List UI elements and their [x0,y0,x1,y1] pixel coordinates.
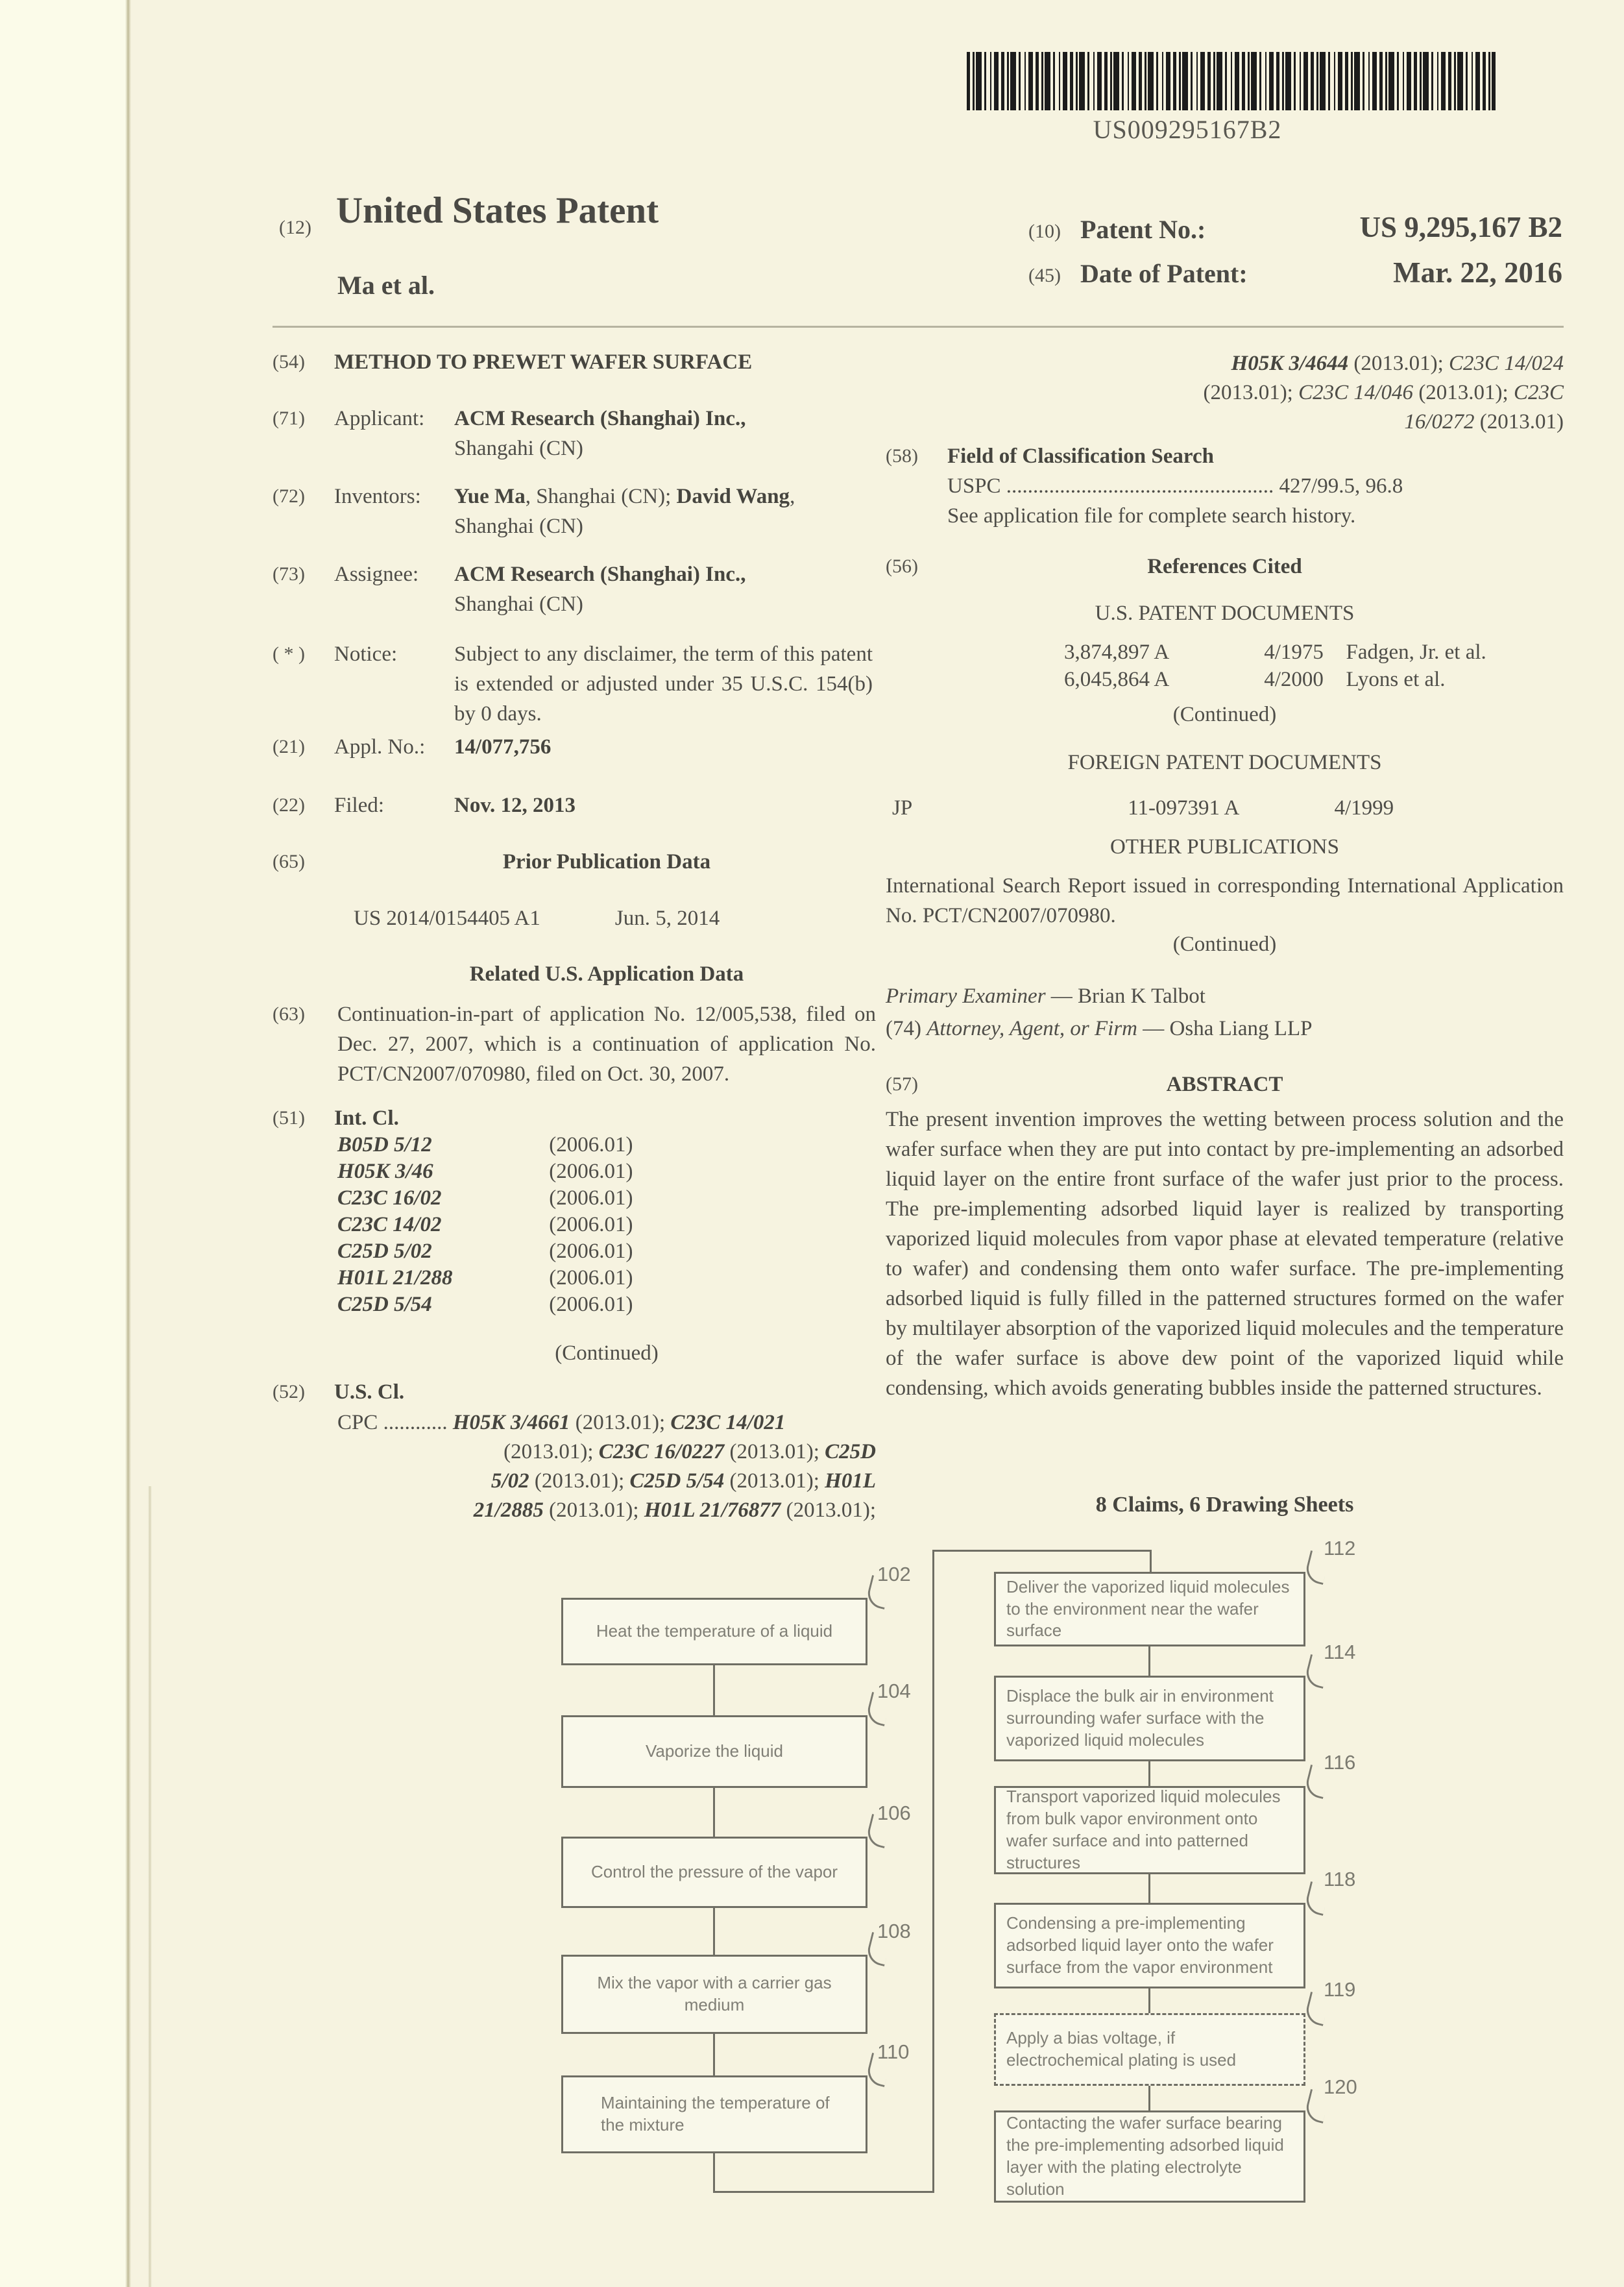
invention-title: METHOD TO PREWET WAFER SURFACE [334,350,753,374]
other-pubs-continued [886,929,1564,959]
foreign-patent-date: 4/1999 [1334,796,1394,820]
flow-ref-number: 102 [877,1563,911,1585]
document-title: United States Patent [336,190,659,231]
references-tag: (56) [886,556,918,577]
notice-section [273,639,873,729]
field-of-search-section [886,441,1564,471]
cpc-line: H05K 3/4644 (2013.01); C23C 14/024 [1231,352,1564,375]
filed-tag: (22) [273,794,305,816]
flow-box-label: Control the pressure of the vapor [590,1862,838,1882]
int-cl-version: (2006.01) [549,1240,633,1263]
patent-holder: Lyons et al. [1346,668,1446,691]
inventors-line2: Shanghai (CN) [454,515,583,538]
continued-label: (Continued) [1172,703,1277,726]
cpc-line: 16/0272 (2013.01) [1404,410,1564,434]
assignee-label: Assignee: [334,563,419,586]
cpc-continued-block [886,349,1564,437]
assignee-city: Shanghai (CN) [454,593,583,616]
page-left-margin [0,0,127,2287]
flow-box-116 [994,1786,1305,1874]
flow-connector [1148,1874,1150,1903]
continued-label: (Continued) [1172,933,1277,956]
us-cl-label: U.S. Cl. [334,1380,405,1404]
abstract-text-block [886,1105,1564,1403]
us-patent-docs-header [886,598,1564,628]
int-cl-code: C23C 16/02 [337,1186,442,1210]
int-cl-row [337,1291,873,1318]
flow-box-106 [561,1837,867,1908]
flow-box-119 [994,2013,1305,2086]
flow-ref-number: 120 [1324,2075,1357,2098]
abstract-text: The present invention improves the wetting between process solution and the wafer surface when they are put into contact by pre-implementing an adsorbed liquid layer on the entire front surface of the wafer just prior to the process. The pre-implementing adsorbed liquid layer is realized by transporting vaporized liquid molecules from vapor phase at elevated temperature (relative to wafer) and condensing them onto wafer surface. The pre-implementing adsorbed liquid is fully filled in the patterned structures formed on the wafer by multilayer absorption of the vaporized liquid molecules and the temperature of the wafer surface is above dew point of the vaporized liquid while condensing, which avoids generating bubbles inside the patterned structures. [886,1108,1564,1400]
us-patent-docs-title: U.S. PATENT DOCUMENTS [1095,602,1355,625]
flow-box-110 [561,2075,867,2153]
abstract-tag: (57) [886,1073,918,1095]
int-cl-version: (2006.01) [549,1213,633,1236]
flow-box-120 [994,2110,1305,2203]
assignee-section [273,559,873,619]
flow-ref-number: 119 [1324,1978,1356,2001]
cpc-line: CPC ............ H05K 3/4661 (2013.01); C23C 14/021 [337,1411,786,1434]
int-cl-version: (2006.01) [549,1293,633,1316]
barcode [967,52,1496,110]
flow-connector [713,2153,715,2192]
int-cl-code: C23C 14/02 [337,1213,442,1236]
page-edge-line [125,0,131,2287]
header-rule [273,326,1564,328]
foreign-docs-title: FOREIGN PATENT DOCUMENTS [1067,751,1382,774]
flow-box-label: Mix the vapor with a carrier gas medium [597,1973,832,2014]
foreign-patent-number: 11-097391 A [1128,796,1240,820]
flow-box-108 [561,1955,867,2034]
int-cl-code: C25D 5/02 [337,1240,432,1263]
patent-number: 3,874,897 A [1064,641,1170,664]
continuation-text: Continuation-in-part of application No. 12/005,538, filed on Dec. 27, 2007, which is a continuation of application No. PCT/CN2007/070980, filed on Oct. 30, 2007. [337,1003,876,1086]
flow-connector [1148,2086,1150,2110]
related-data-title: Related U.S. Application Data [469,962,744,986]
flow-box-label: Heat the temperature of a liquid [596,1621,833,1641]
flow-connector [713,1665,715,1715]
references-cited-section [886,552,1564,581]
prior-pub-tag: (65) [273,851,305,872]
prior-pub-row [354,903,873,933]
inventors-label: Inventors: [334,485,421,508]
publication-number: US 2014/0154405 A1 [354,907,540,930]
attorney-line: (74) Attorney, Agent, or Firm — Osha Liang LLP [886,1017,1313,1040]
claims-line-block [886,1490,1564,1520]
title-section [273,347,873,377]
field-of-search-tag: (58) [886,445,918,467]
flow-ref-number: 118 [1324,1868,1356,1890]
kind-code-tag: (12) [279,217,311,238]
flow-box-112 [994,1572,1305,1646]
int-cl-version: (2006.01) [549,1133,633,1156]
int-cl-label: Int. Cl. [334,1107,399,1130]
claims-line: 8 Claims, 6 Drawing Sheets [1095,1493,1354,1517]
notice-text: Subject to any disclaimer, the term of this patent is extended or adjusted under 35 U.S.C. 154(b) by 0 days. [454,642,873,726]
int-cl-row [337,1212,873,1238]
cpc-line: (2013.01); C23C 14/046 (2013.01); C23C [1203,381,1564,404]
prior-pub-title: Prior Publication Data [502,850,711,874]
abstract-section [886,1070,1564,1099]
filed-label: Filed: [334,794,385,817]
patent-holder: Fadgen, Jr. et al. [1346,641,1486,664]
patent-number: 6,045,864 A [1064,668,1170,691]
int-cl-version: (2006.01) [549,1266,633,1290]
flow-ref-number: 116 [1324,1751,1356,1774]
continuation-tag: (63) [273,1003,305,1025]
flow-ref-number: 110 [877,2040,910,2063]
flow-box-114 [994,1676,1305,1761]
foreign-doc-row [892,793,1564,823]
filed-value: Nov. 12, 2013 [454,794,576,817]
patent-date: 4/1975 [1264,641,1324,664]
related-data-header [273,959,873,989]
flow-ref-number: 106 [877,1802,911,1824]
applicant-label: Applicant: [334,407,425,430]
publication-date: Jun. 5, 2014 [614,907,720,930]
title-tag: (54) [273,351,305,373]
int-cl-row [337,1265,873,1291]
left-column [273,344,876,1577]
notice-label: Notice: [334,642,398,666]
flow-box-label: Maintaining the temperature of the mixture [601,2093,830,2134]
flow-connector [1148,1646,1150,1676]
patent-no-label: Patent No.: [1080,215,1206,244]
us-cl-tag: (52) [273,1381,305,1402]
patent-no-tag: (10) [1028,221,1061,242]
flow-box-102 [561,1598,867,1665]
flow-box-118 [994,1903,1305,1988]
other-publications-text-block [886,871,1564,931]
flow-connector [713,1908,715,1955]
int-cl-row [337,1158,873,1185]
applicant-section [273,404,873,463]
flow-connector [932,1550,1152,1552]
continued-label: (Continued) [555,1341,659,1365]
date-value: Mar. 22, 2016 [1393,256,1562,289]
primary-examiner-line: Primary Examiner — Brian K Talbot [886,985,1206,1008]
references-title: References Cited [1147,555,1302,578]
flow-ref-number: 112 [1324,1537,1356,1559]
flow-box-104 [561,1715,867,1788]
flow-box-label: Apply a bias voltage, if electrochemical plating is used [1006,2028,1237,2070]
cpc-line: (2013.01); C23C 16/0227 (2013.01); C25D [503,1440,876,1463]
us-patent-doc-row [1064,665,1564,694]
inventors-tag: (72) [273,485,305,507]
search-history-note-block [886,501,1564,531]
country-code: JP [892,796,913,820]
flow-ref-number: 108 [877,1920,911,1942]
barcode-number: US009295167B2 [1093,115,1282,144]
flow-connector [932,1550,934,2193]
right-column [886,344,1564,1538]
applicant-name: ACM Research (Shanghai) Inc., [454,407,746,430]
cpc-line: 21/2885 (2013.01); H01L 21/76877 (2013.01); [473,1498,876,1522]
int-cl-code: H05K 3/46 [337,1160,433,1183]
applicant-tag: (71) [273,408,305,429]
abstract-title: ABSTRACT [1166,1073,1283,1096]
us-patent-doc-row [1064,637,1564,667]
other-publications-text: International Search Report issued in corresponding International Application No. PCT/CN2007/070980. [886,874,1564,927]
flow-ref-number: 114 [1324,1641,1356,1663]
flow-box-label: Displace the bulk air in environment surrounding wafer surface with the vaporized liquid molecules [1006,1686,1274,1750]
appl-no-section [273,732,873,762]
prior-pub-section [273,847,873,877]
uspc-line: USPC .................................................. 427/99.5, 96.8 [947,474,1403,498]
page-edge-line-lower [148,1486,152,2287]
other-publications-header [886,832,1564,862]
flow-connector [1148,1988,1150,2013]
date-tag: (45) [1028,265,1061,286]
flow-connector [713,2034,715,2075]
int-cl-code: C25D 5/54 [337,1293,432,1316]
notice-tag: ( * ) [273,643,305,665]
appl-no-value: 14/077,756 [454,735,551,759]
uspc-line-block [886,471,1564,501]
search-history-note: See application file for complete search history. [947,504,1356,528]
int-cl-row [337,1238,873,1265]
int-cl-version: (2006.01) [549,1160,633,1183]
other-publications-title: OTHER PUBLICATIONS [1110,835,1339,859]
int-cl-row [337,1132,873,1158]
us-cl-section [273,1377,873,1407]
flow-connector [713,2191,934,2193]
int-cl-code: B05D 5/12 [337,1133,432,1156]
int-cl-section [273,1103,873,1133]
foreign-docs-header [886,748,1564,777]
flow-connector [713,1788,715,1837]
flow-connector [1150,1550,1152,1572]
int-cl-continued [273,1338,873,1368]
field-of-search-title: Field of Classification Search [947,445,1214,468]
assignee-name: ACM Research (Shanghai) Inc., [454,563,746,586]
flow-box-label: Vaporize the liquid [646,1741,783,1761]
flow-box-label: Condensing a pre-implementing adsorbed liquid layer onto the wafer surface from the vapor environment [1006,1913,1274,1977]
appl-no-tag: (21) [273,736,305,757]
continuation-section [273,999,876,1089]
flow-box-label: Transport vaporized liquid molecules from bulk vapor environment onto wafer surface and into patterned structures [1006,1787,1281,1872]
flow-ref-number: 104 [877,1680,911,1702]
us-docs-continued [886,700,1564,729]
int-cl-version: (2006.01) [549,1186,633,1210]
patent-no-value: US 9,295,167 B2 [1359,211,1562,243]
inventors-line1: Yue Ma, Shanghai (CN); David Wang, [454,485,795,508]
inventors-section [273,482,873,541]
int-cl-tag: (51) [273,1107,305,1129]
int-cl-list [273,1132,873,1318]
cpc-block [273,1408,876,1525]
appl-no-label: Appl. No.: [334,735,426,759]
flow-connector [1148,1761,1150,1786]
patent-date: 4/2000 [1264,668,1324,691]
applicant-city: Shangahi (CN) [454,437,583,460]
flow-box-label: Deliver the vaporized liquid molecules to the environment near the wafer surface [1006,1576,1290,1641]
int-cl-code: H01L 21/288 [337,1266,453,1290]
assignee-tag: (73) [273,563,305,585]
cpc-line: 5/02 (2013.01); C25D 5/54 (2013.01); H01L [491,1469,876,1493]
inventor-short-line: Ma et al. [337,271,435,300]
date-label: Date of Patent: [1080,259,1248,288]
filed-section [273,790,873,820]
flow-box-label: Contacting the wafer surface bearing the pre-implementing adsorbed liquid layer with the plating electrolyte solution [1006,2113,1284,2199]
int-cl-row [337,1185,873,1212]
